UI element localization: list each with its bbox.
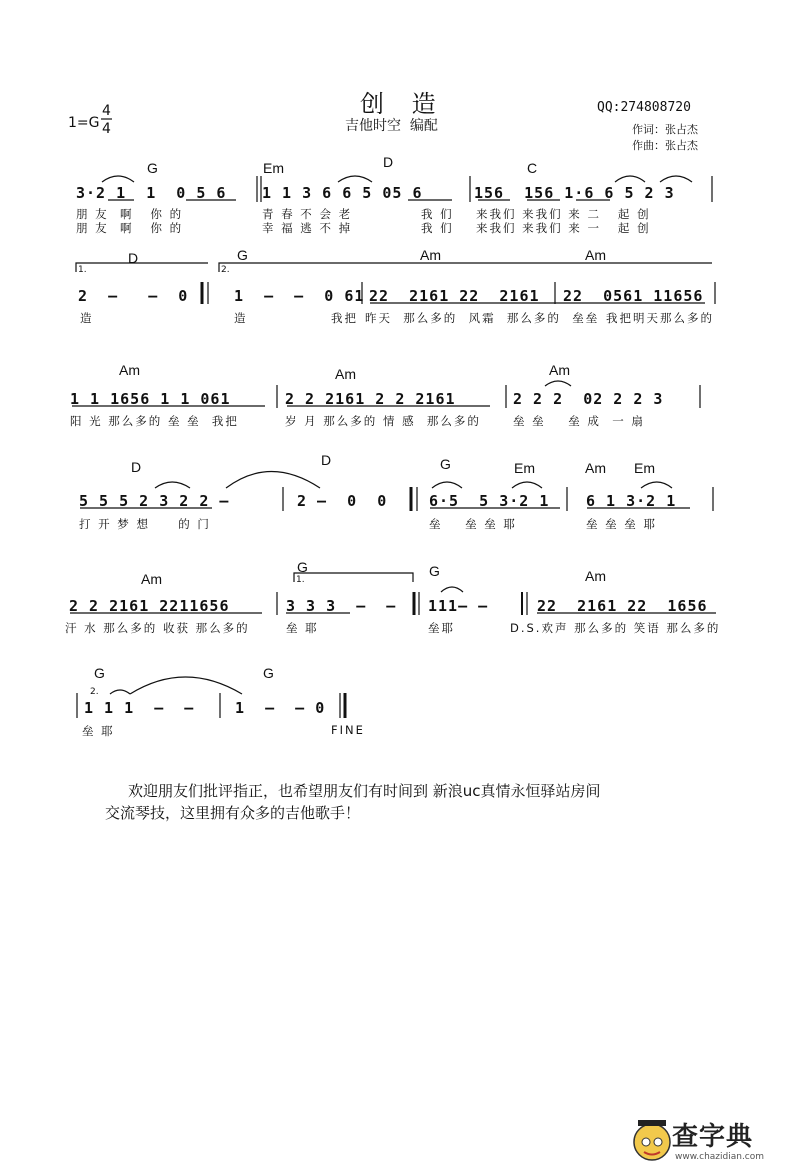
note-group: 2 – – 0 [78, 287, 189, 305]
chord-symbol: Am [549, 362, 570, 378]
lyric-line: 垒 垒 垒 耶 [429, 517, 517, 531]
lyric-line: 岁 月 那么多的 情 感 那么多的 [285, 414, 481, 428]
note-group: 2 2 2161 2211656 [69, 597, 230, 615]
note-group: 1 1 1656 1 1 061 [70, 390, 231, 408]
chord-symbol: G [297, 559, 308, 575]
lyric-line: 我把 [331, 311, 358, 325]
volta-2-label: 2. [90, 687, 99, 697]
chord-symbol: Am [335, 366, 356, 382]
lyric-line: 造 [80, 311, 94, 325]
slur [102, 176, 134, 182]
lyric-line: 垒 耶 [286, 621, 319, 635]
chord-symbol: D [321, 452, 332, 468]
note-group: 6·5 5 3·2 1 [429, 492, 550, 510]
slur [512, 482, 542, 488]
slur [545, 381, 571, 386]
lyric-line: 汗 水 那么多的 收获 那么多的 [65, 621, 250, 635]
composer: 作曲：张占杰 [632, 139, 698, 152]
volta-1 [76, 263, 208, 272]
chord-symbol: D [128, 250, 139, 266]
lyric-line: 阳 光 那么多的 垒 垒 我把 [70, 414, 239, 428]
slur [338, 176, 372, 182]
chord-symbol: G [429, 563, 440, 579]
volta-1-label: 1. [78, 265, 87, 275]
chord-symbol: Am [141, 571, 162, 587]
chord-symbol: Am [119, 362, 140, 378]
note-group: 1 1 3 6 6 5 05 6 [262, 184, 423, 202]
chord-symbol: D [383, 154, 394, 170]
note-group: 22 0561 11656 [563, 287, 704, 305]
lyric-line: 我 们 [421, 207, 454, 221]
note-group: 156 156 1·6 6 5 2 3 [474, 184, 675, 202]
note-group: 2 2 2161 2 2 2161 [285, 390, 456, 408]
slur [615, 176, 645, 182]
slur [110, 690, 130, 694]
lyric-line: 垒 垒 垒 耶 [586, 517, 657, 531]
lyric-line: 朋 友 啊 你 的 [76, 207, 184, 221]
lyric-line: 幸 福 逃 不 掉 [262, 221, 353, 235]
chord-symbol: G [440, 456, 451, 472]
chord-symbol: G [237, 247, 248, 263]
lyric-line: 昨天 那么多的 风霜 那么多的 垒垒 [365, 311, 600, 325]
watermark-url: www.chazidian.com [675, 1152, 765, 1162]
lyric-line: 青 春 不 会 老 [262, 207, 353, 221]
chord-symbol: C [527, 160, 538, 176]
note-group: 6 1 3·2 1 [586, 492, 677, 510]
chord-symbol: Em [263, 160, 284, 176]
lyric-line: 来我们 来我们 来 二 起 创 [476, 207, 651, 221]
slur [155, 482, 190, 488]
volta-1 [294, 573, 413, 582]
chord-symbol: Am [585, 568, 606, 584]
lyric-line: 打 开 梦 想 的 门 [79, 517, 211, 531]
lyric-line: FINE [331, 723, 365, 737]
lyric-line: 我 们 [421, 221, 454, 235]
chord-symbol: Em [634, 460, 655, 476]
note-group: 111– – [428, 597, 489, 615]
note-group: 1 – – 0 [235, 699, 326, 717]
chord-symbol: G [147, 160, 158, 176]
note-group: 2 2 2 02 2 2 3 [513, 390, 664, 408]
note-group: 3·2 1 1 0 5 6 [76, 184, 227, 202]
lyric-line: 造 [234, 311, 248, 325]
footer-line-2: 交流琴技，这里拥有众多的吉他歌手！ [105, 804, 361, 822]
lyric-line: 垒耶 [428, 621, 455, 635]
volta-2 [219, 263, 712, 272]
note-group: 5 5 5 2 3 2 2 – [79, 492, 230, 510]
note-group: 1 1 1 – – [84, 699, 195, 717]
arranger: 吉他时空 编配 [345, 118, 438, 134]
note-group: 22 2161 22 1656 [537, 597, 708, 615]
chord-symbol: D [131, 459, 142, 475]
chord-symbol: G [94, 665, 105, 681]
chord-symbol: Em [514, 460, 535, 476]
chord-symbol: Am [420, 247, 441, 263]
note-group: 1 – – 0 61 [234, 287, 365, 305]
watermark-name: 查字典 [672, 1122, 754, 1152]
lyric-line: 我把明天那么多的 [606, 311, 714, 325]
chord-symbol: Am [585, 460, 606, 476]
slur [641, 482, 672, 488]
time-signature-bottom: 4 [102, 121, 111, 137]
qq-number: QQ:274808720 [597, 100, 691, 115]
volta-1-label: 1. [296, 575, 305, 585]
lyric-line: D.S.欢声 那么多的 笑语 那么多的 [510, 621, 721, 635]
slur [226, 472, 320, 489]
lyricist: 作词：张占杰 [632, 123, 698, 136]
note-group: 22 2161 22 2161 [369, 287, 540, 305]
slur [441, 587, 463, 592]
lyric-line: 垒 耶 [82, 724, 115, 738]
slur [130, 677, 242, 694]
slur [660, 176, 692, 182]
footer-line-1: 欢迎朋友们批评指正，也希望朋友们有时间到 新浪uc真情永恒驿站房间 [128, 782, 601, 800]
chord-symbol: G [263, 665, 274, 681]
lyric-line: 来我们 来我们 来 一 起 创 [476, 221, 651, 235]
lyric-line: 朋 友 啊 你 的 [76, 221, 184, 235]
time-signature-top: 4 [102, 103, 111, 119]
volta-2-label: 2. [221, 265, 230, 275]
note-group: 2 – 0 0 [297, 492, 388, 510]
key-signature: 1=G [68, 115, 100, 131]
slur [432, 482, 462, 488]
note-group: 3 3 3 – – [286, 597, 397, 615]
song-title: 创 造 [360, 90, 446, 118]
lyric-line: 垒 垒 垒 成 一 扇 [513, 414, 645, 428]
chord-symbol: Am [585, 247, 606, 263]
